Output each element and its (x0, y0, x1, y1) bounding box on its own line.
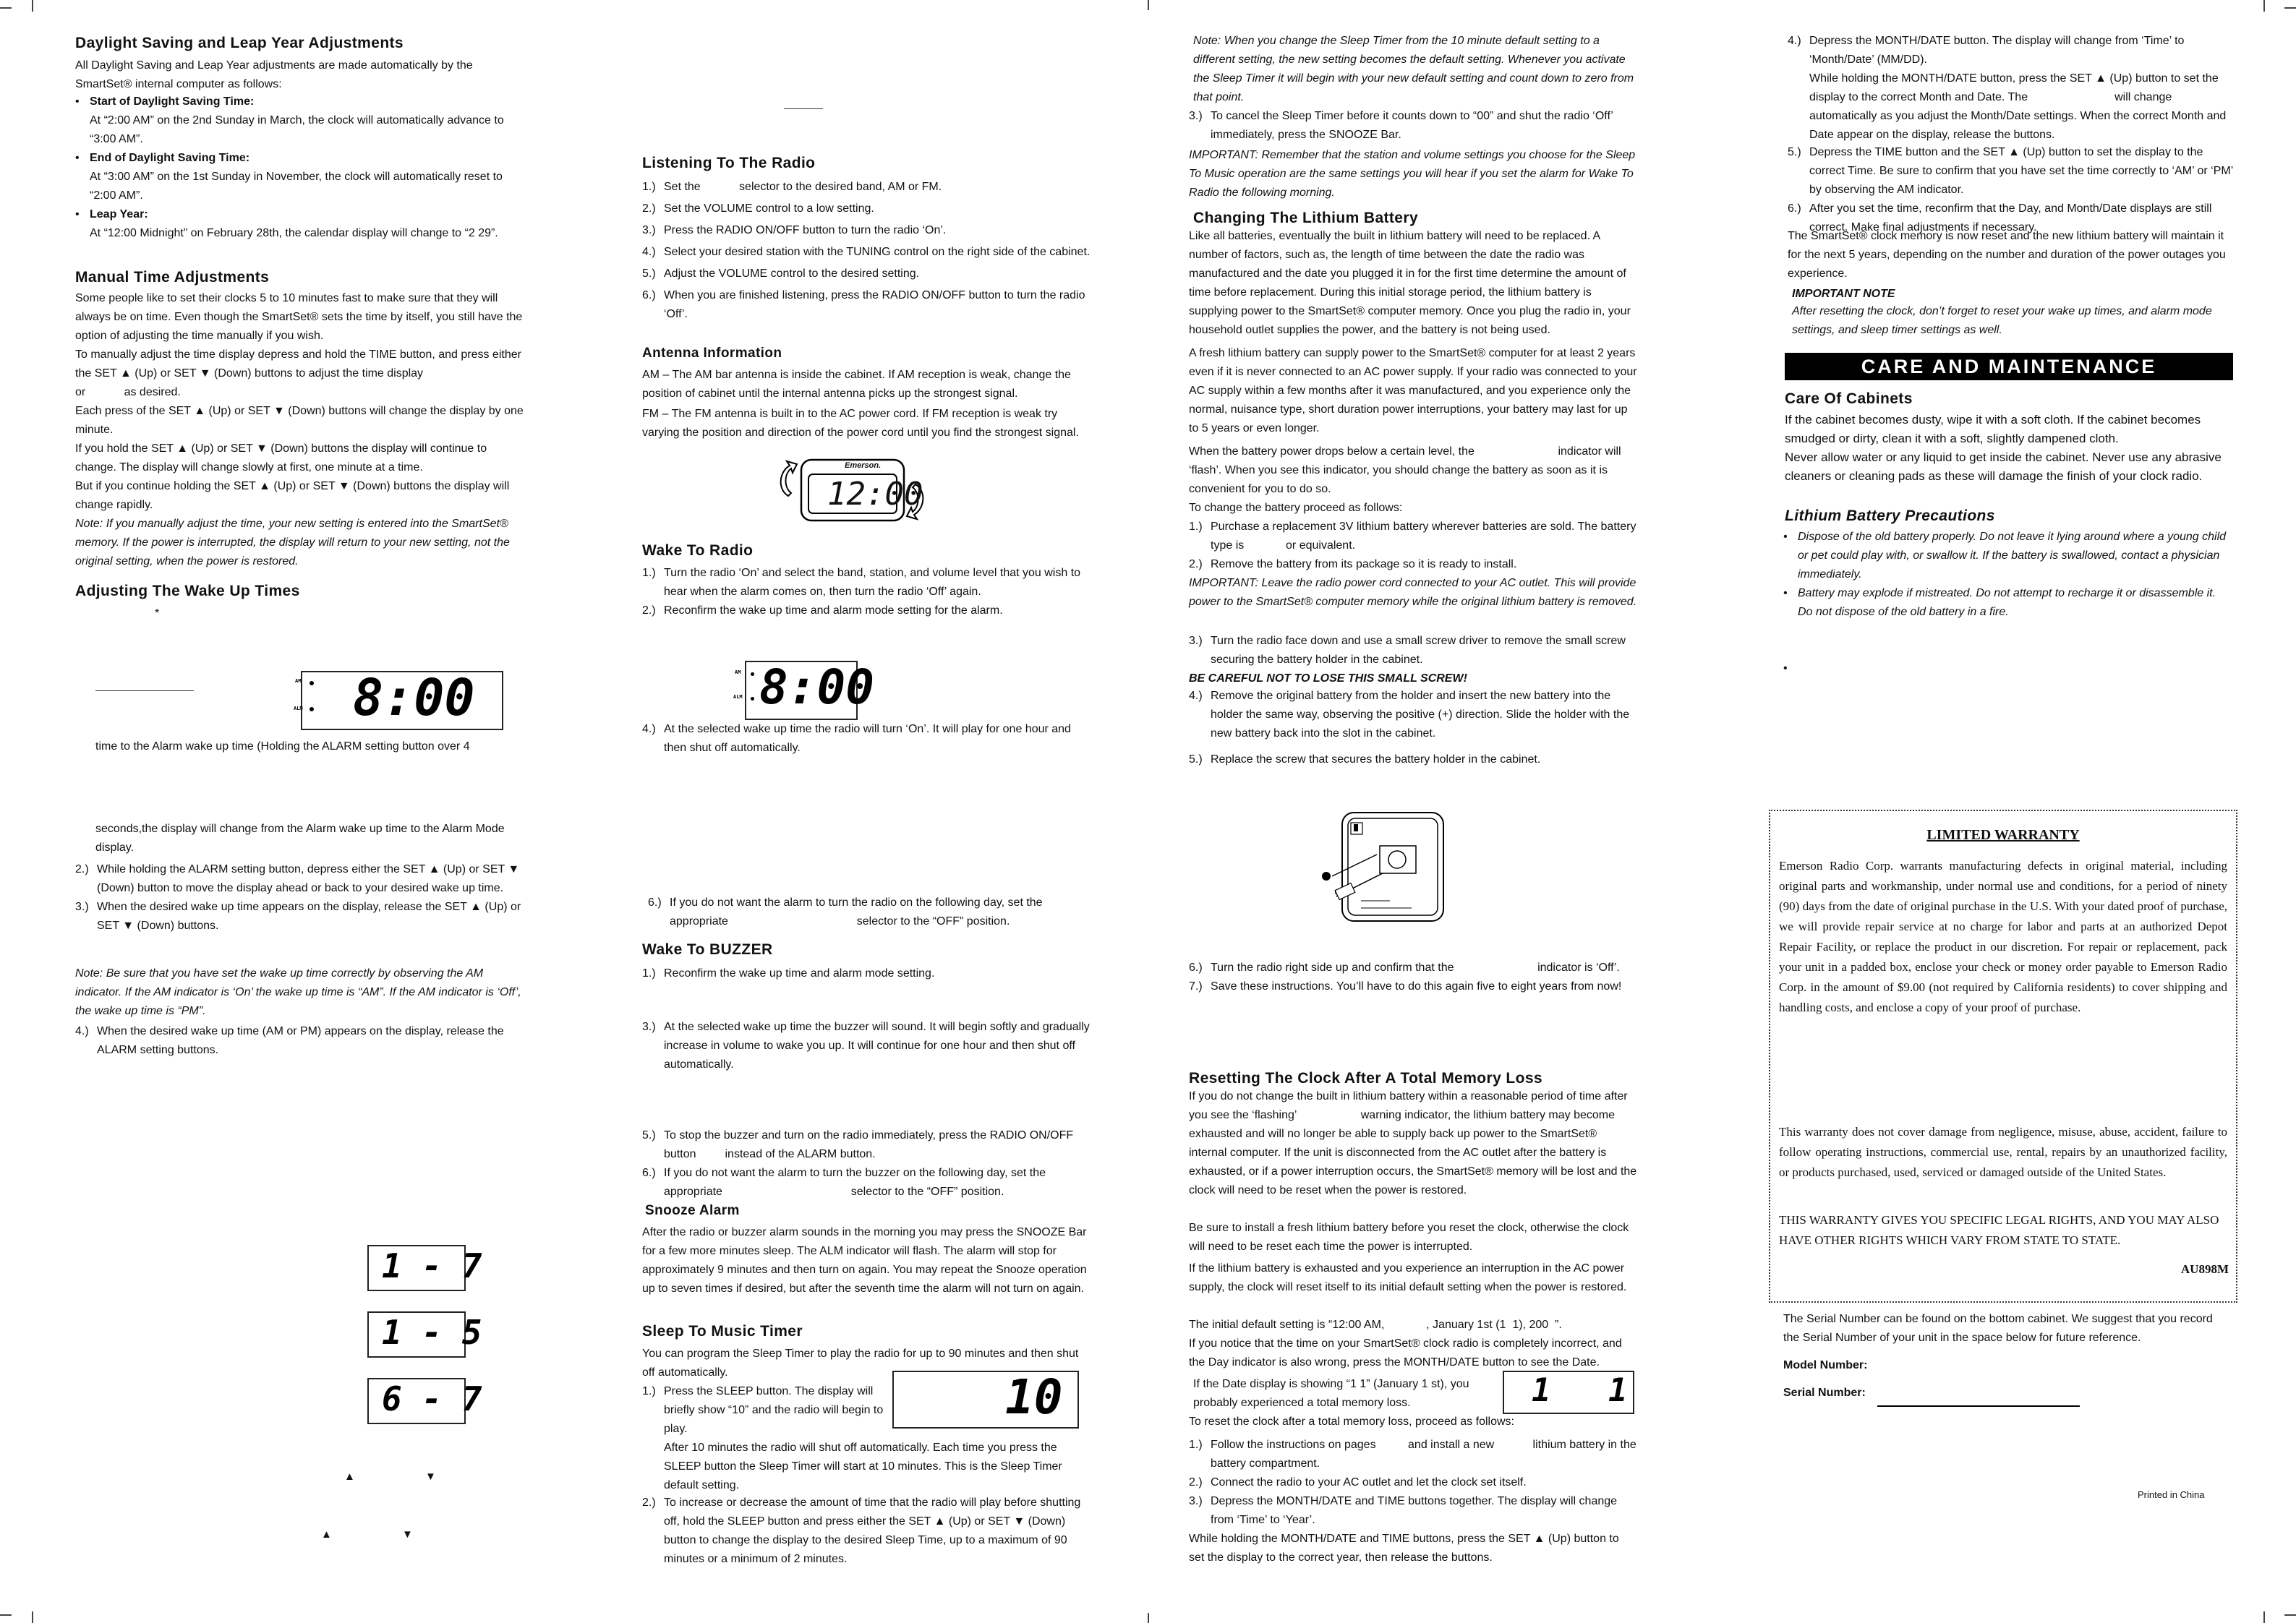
alm-indicator-dot (751, 697, 754, 701)
sleep-steps: 3.) To cancel the Sleep Timer before it counts down to “00” and shut the radio ‘Off’ immediately, press the SNOOZE Bar. (1189, 110, 1613, 141)
paragraph: You can program the Sleep Timer to play the radio for up to 90 minutes and then shut off automatically. (642, 1348, 1079, 1379)
step-text: At the selected wake up time the radio will turn ‘On’. It will play for one hour and then shut off automatically. (664, 723, 1071, 754)
care-banner: CARE AND MAINTENANCE (1785, 353, 2233, 380)
clock-time: 12:00 (827, 476, 923, 513)
step-text: Reconfirm the wake up time and alarm mode setting for the alarm. (664, 604, 1003, 617)
precaution-text: Dispose of the old battery properly. Do not leave it lying around where a young child or pet could play with, or swallow it. If the battery is swallowed, contact a physician immediately. (1798, 531, 2227, 581)
section-title: Wake To BUZZER (642, 941, 773, 958)
paragraph: If the cabinet becomes dusty, wipe it with a soft cloth. If the cabinet becomes smudged or dirty, clean it with a soft, slightly dampened cloth. (1785, 413, 2201, 445)
dst-list: • Start of Daylight Saving Time: At “2:00 AM” on the 2nd Sunday in March, the clock will automatically advance to “3:00 AM”. • End of Daylight Saving Time: At “3:00 AM” on the 1st Sunday in November, the clock will automatically reset to “2:00 AM”. • Leap Year: At “12:00 Midnight” on February 28th, the calendar display will change to “2 29”. (75, 93, 524, 243)
model-number-label: Model Number: (1783, 1359, 1868, 1371)
paragraph: Each press of the SET ▲ (Up) or SET ▼ (Down) buttons will change the display by one minute. (75, 405, 524, 436)
dst-start-label: Start of Daylight Saving Time: (90, 95, 255, 108)
note-title: IMPORTANT NOTE (1792, 288, 1895, 300)
alm-label: ALM (733, 694, 743, 700)
brand-logo: Emerson. (845, 461, 882, 470)
paragraph: If the lithium battery is exhausted and you experience an interruption in the AC power supply, the clock will reset itself to its initial default setting when the power is restored. (1189, 1262, 1627, 1293)
crop-mark (32, 0, 33, 12)
mode-text: 6 - 7 (382, 1379, 482, 1418)
clock-radio-illustration (772, 454, 931, 526)
serial-number-label: Serial Number: (1783, 1387, 1866, 1399)
section-title: Daylight Saving and Leap Year Adjustments (75, 35, 404, 51)
am-label: AM (735, 669, 741, 675)
paragraph: Like all batteries, eventually the built in lithium battery will need to be replaced. A number of factors, such as, the length of time between the date the radio was manufactured and the date you plugged it in for the first time determine the amount of time before replacement. During this initial storage period, the lithium battery is supplying power to the SmartSet® computer memory. Once you plug the radio in, your household outlet supplies the power, and the battery is not being used. (1189, 230, 1631, 336)
paragraph: If you notice that the time on your SmartSet® clock radio is completely incorrect, and the Day indicator is also wrong, press the MONTH/DATE button to see the Date. (1189, 1337, 1622, 1369)
paragraph: Be sure to install a fresh lithium battery before you reset the clock, otherwise the clock will need to be reset each time the power is interrupted. (1189, 1222, 1629, 1253)
down-arrow-icon: ▼ (425, 1470, 436, 1483)
battery-replacement-illustration (1310, 807, 1455, 937)
step-text: Press the SLEEP button. The display will briefly show “10” and the radio will begin to play. (664, 1385, 884, 1435)
down-arrow-icon: ▼ (402, 1528, 413, 1541)
paragraph: To manually adjust the time display depress and hold the TIME button, and press either the SET ▲ (Up) or SET ▼ (Down) buttons to adjust the time display (75, 348, 521, 380)
limited-warranty-box (1769, 810, 2237, 1303)
reset-steps: 5.) Depress the TIME button and the SET ▲ (Up) button to set the display to the correct Time. Be sure to confirm that you have set the time correctly to ‘AM’ or ‘PM’ by observing the AM indicator. 6.) After you set the time, reconfirm that the Day, and Month/Date displays are still correct. Make final adjustments if necessary. (1788, 146, 2233, 234)
note: Note: If you manually adjust the time, your new setting is entered into the SmartSet® memory. If the power is interrupted, the display will return to your new setting, not the original setting, when the power is restored. (75, 518, 510, 568)
wake-radio-steps: 6.) If you do not want the alarm to turn the radio on the following day, set the appropriate selector to the “OFF” position. (648, 896, 1046, 928)
note: After resetting the clock, don’t forget to reset your wake up times, and alarm mode settings, and sleep timer settings as well. (1792, 305, 2212, 336)
sleep-lcd-value: 10 (1005, 1369, 1063, 1425)
paragraph: The SmartSet® clock memory is now reset and the new lithium battery will maintain it for the next 5 years, depending on the number and duration of the power outages you experience. (1788, 230, 2226, 280)
am-label: AM (295, 678, 302, 684)
paragraph: Never allow water or any liquid to get inside the cabinet. Never use any abrasive cleaners or cleaning pads as these will damage the finish of your clock radio. (1785, 450, 2222, 483)
wake-buzzer-steps: 3.) At the selected wake up time the buzzer will sound. It will begin softly and gradually increase in volume to wake you up. It will continue for one hour and then shut off automatically. (642, 1021, 1090, 1071)
column-4 (1779, 0, 2296, 1623)
paragraph: After 10 minutes the radio will shut off automatically. Each time you press the SLEEP button the Sleep Timer will start at 10 minutes. This is the Sleep Timer default setting. (664, 1442, 1062, 1491)
lcd-display (294, 668, 503, 730)
star-mark: * (155, 607, 160, 620)
section-title: Adjusting The Wake Up Times (75, 583, 300, 599)
step-text: If you do not want the alarm to turn the buzzer on the following day, set the appropriate selector to the “OFF” position. (664, 1167, 1049, 1198)
step-text: Purchase a replacement 3V lithium battery wherever batteries are sold. The battery type is or equivalent. (1211, 521, 1639, 552)
step-text: If you do not want the alarm to turn the radio on the following day, set the appropriate selector to the “OFF” position. (670, 896, 1046, 928)
paragraph: Some people like to set their clocks 5 to 10 minutes fast to make sure that they will always be on time. Even though the SmartSet® sets the time by itself, you still have the option of adjusting the time manually if you wish. (75, 292, 523, 342)
date-lcd-value: 1 1 (1532, 1372, 1628, 1409)
paragraph: A fresh lithium battery can supply power to the SmartSet® computer for at least 2 years even if it is never connected to an AC power supply. If your radio was connected to your AC supply within a few months after it was manufactured, and you experience only the normal, nuisance type, short duration power interruptions, your battery may last for up to 5 years or even longer. (1189, 347, 1637, 434)
crop-mark (0, 7, 12, 9)
warranty-title: LIMITED WARRANTY (1926, 827, 2080, 843)
paragraph: FM – The FM antenna is built in to the AC power cord. If FM reception is weak try varying the position and direction of the power cord until you find the strongest signal. (642, 408, 1079, 439)
important-note: IMPORTANT: Remember that the station and volume settings you choose for the Sleep To Music operation are the same settings you will hear if you set the alarm for Wake To Radio the following morning. (1189, 149, 1636, 199)
section-title: Antenna Information (642, 346, 782, 361)
step-text: Set the VOLUME control to a low setting. (664, 202, 874, 215)
warranty-paragraph: THIS WARRANTY GIVES YOU SPECIFIC LEGAL RIGHTS, AND YOU MAY ALSO HAVE OTHER RIGHTS WHICH VARY FROM STATE TO STATE. (1779, 1213, 2219, 1247)
wake-steps: 2.) While holding the ALARM setting button, depress either the SET ▲ (Up) or SET ▼ (Down) button to move the display ahead or back to your desired wake up time. 3.) When the desired wake up time appears on the display, release the SET ▲ (Up) or SET ▼ (Down) buttons. (75, 863, 521, 932)
note: Note: When you change the Sleep Timer from the 10 minute default setting to a different setting, the new setting becomes the default setting. Whenever you activate the Sleep Timer it will begin with your new default setting and count down to zero from that point. (1193, 35, 1634, 103)
step-text: Depress the TIME button and the SET ▲ (Up) button to set the display to the correct Time. Be sure to confirm that you have set the time correctly to ‘AM’ or ‘PM’ by observing the AM indicator. (1809, 146, 2233, 196)
mode-text: 1 - 7 (382, 1246, 482, 1285)
paragraph: After the radio or buzzer alarm sounds in the morning you may press the SNOOZE Bar for a few more minutes sleep. The ALM indicator will flash. The alarm will stop for approximately 9 minutes and then turn on again. You may repeat the Snooze operation up to seven times if desired, but after the seventh time the alarm will not turn on again. (642, 1226, 1087, 1295)
model-code: AU898M (2180, 1262, 2229, 1276)
step-text: Reconfirm the wake up time and alarm mode setting. (664, 967, 935, 980)
crop-mark (32, 1611, 33, 1623)
leap-text: At “12:00 Midnight” on February 28th, the calendar display will change to “2 29”. (90, 227, 498, 239)
paragraph: All Daylight Saving and Leap Year adjustments are made automatically by the SmartSet® internal computer as follows: (75, 59, 473, 90)
sleep-lcd-display (892, 1371, 1079, 1429)
paragraph: The Serial Number can be found on the bottom cabinet. We suggest that you record the Serial Number of your unit in the space below for future reference. (1783, 1313, 2213, 1344)
section-title: Manual Time Adjustments (75, 269, 270, 286)
step-text: To increase or decrease the amount of time that the radio will play before shutting off, hold the SLEEP button and press either the SET ▲ (Up) or SET ▼ (Down) button to change the display to the desired Sleep Time, up to a maximum of 90 minutes or a minimum of 2 minutes. (664, 1496, 1081, 1565)
step-text: When the desired wake up time appears on the display, release the SET ▲ (Up) or SET ▼ (Down) buttons. (97, 901, 521, 932)
step-text: Depress the MONTH/DATE and TIME buttons together. The display will change from ‘Time’ to ‘Year’. (1211, 1495, 1618, 1526)
important-note: IMPORTANT: Leave the radio power cord connected to your AC outlet. This will provide power to the SmartSet® computer memory while the original lithium battery is removed. (1189, 577, 1637, 608)
blank-line (784, 108, 823, 109)
paragraph: time to the Alarm wake up time (Holding the ALARM setting button over 4 (95, 740, 470, 753)
step-text: Follow the instructions on pages and install a new lithium battery in the battery compartment. (1211, 1439, 1640, 1470)
paragraph: seconds,the display will change from the Alarm wake up time to the Alarm Mode display. (95, 823, 505, 854)
warranty-paragraph: Emerson Radio Corp. warrants manufacturing defects in original material, including original parts and workmanship, under normal use and conditions, for a period of ninety (90) days from the date of original purchase in the U.S. With your dated proof of purchase, we will provide repair service at no charge for labor and parts at an authorized Depot Repair Facility, or replace the product in our discretion. For repair or replacement, pack your unit in a padded box, enclose your check or money order payable to Emerson Radio Corp. in the amount of $9.00 (not required by California residents) to cover shipping and handling costs, and enclose a copy of your proof of purchase. (1779, 859, 2227, 1014)
sleep-steps: 1.) Press the SLEEP button. The display will briefly show “10” and the radio will begin to play. (642, 1385, 884, 1435)
note: Note: Be sure that you have set the wake up time correctly by observing the AM indicator. If the AM indicator is ‘On’ the wake up time is “AM”. If the AM indicator is ‘Off’, the wake up time is “PM”. (75, 967, 521, 1017)
column-3 (1189, 0, 1724, 1623)
lcd-time: 8:00 (759, 659, 874, 715)
precaution-text: Battery may explode if mistreated. Do not attempt to recharge it or disassemble it. Do not dispose of the old battery in a fire. (1798, 587, 2216, 618)
step-text: Replace the screw that secures the battery holder in the cabinet. (1211, 753, 1541, 766)
step-text: Adjust the VOLUME control to the desired setting. (664, 267, 920, 280)
wake-radio-steps: 4.) At the selected wake up time the radio will turn ‘On’. It will play for one hour and then shut off automatically. (642, 723, 1071, 754)
section-title: Changing The Lithium Battery (1193, 210, 1419, 226)
warning: BE CAREFUL NOT TO LOSE THIS SMALL SCREW! (1189, 672, 1467, 685)
dst-end-label: End of Daylight Saving Time: (90, 152, 250, 164)
section-title: Care Of Cabinets (1785, 390, 1913, 407)
serial-number-field[interactable] (1877, 1405, 2080, 1407)
up-arrow-icon: ▲ (344, 1470, 355, 1483)
alm-label: ALM (294, 706, 303, 711)
paragraph: While holding the MONTH/DATE button, press the SET ▲ (Up) button to set the display to the correct Month and Date. The will change automatically as you adjust the Month/Date settings. When the correct Month and Date appear on the display, release the buttons. (1809, 72, 2229, 141)
up-arrow-icon: ▲ (321, 1528, 332, 1541)
paragraph: To reset the clock after a total memory loss, proceed as follows: (1189, 1416, 1514, 1428)
column-1 (75, 0, 610, 1623)
lcd-time: 8:00 (353, 668, 475, 727)
paragraph: If you hold the SET ▲ (Up) or SET ▼ (Down) buttons the display will continue to change. The display will change slowly at first, one minute at a time. (75, 442, 487, 474)
step-text: Depress the MONTH/DATE button. The display will change from ‘Time’ to ‘Month/Date’ (MM/DD). (1809, 35, 2185, 66)
paragraph: While holding the MONTH/DATE and TIME buttons, press the SET ▲ (Up) button to set the display to the correct year, then release the buttons. (1189, 1533, 1619, 1564)
mode-display-weekdays (367, 1311, 482, 1358)
column-2 (642, 0, 1177, 1623)
step-text: When you are finished listening, press the RADIO ON/OFF button to turn the radio ‘Off’. (664, 289, 1085, 320)
section-title: Snooze Alarm (645, 1203, 740, 1218)
battery-steps: 3.) Turn the radio face down and use a small screw driver to remove the small screw securing the battery holder in the cabinet. (1189, 635, 1626, 666)
wake-radio-steps: 1.) Turn the radio ‘On’ and select the band, station, and volume level that you wish to hear when the alarm comes on, then turn the radio ‘Off’ again. 2.) Reconfirm the wake up time and alarm mode setting for the alarm. (642, 567, 1081, 617)
step-text: At the selected wake up time the buzzer will sound. It will begin softly and gradually increase in volume to wake you up. It will continue for one hour and then shut off automatically. (664, 1021, 1090, 1071)
step-text: To stop the buzzer and turn on the radio immediately, press the RADIO ON/OFF button instead of the ALARM button. (664, 1129, 1077, 1160)
paragraph: But if you continue holding the SET ▲ (Up) or SET ▼ (Down) buttons the display will change rapidly. (75, 480, 510, 511)
dst-end-text: At “3:00 AM” on the 1st Sunday in November, the clock will automatically reset to “2:00 AM”. (90, 171, 503, 202)
printed-in: Printed in China (2138, 1489, 2205, 1500)
section-title: Lithium Battery Precautions (1785, 508, 1995, 524)
step-text: Press the RADIO ON/OFF button to turn the radio ‘On’. (664, 224, 947, 236)
mode-text: 1 - 5 (382, 1313, 482, 1352)
step-text: Turn the radio ‘On’ and select the band, station, and volume level that you wish to hear when the alarm comes on, then turn the radio ‘Off’ again. (664, 567, 1081, 598)
step-text: Remove the original battery from the holder and insert the new battery into the holder the same way, observing the positive (+) direction. Slide the holder with the new battery back into the slot in the cabinet. (1211, 690, 1630, 740)
step-text: Connect the radio to your AC outlet and let the clock set itself. (1211, 1476, 1527, 1489)
step-text: After you set the time, reconfirm that the Day, and Month/Date displays are still correct. Make final adjustments if necessary. (1809, 202, 2212, 234)
mode-display-weekdays-all (367, 1245, 482, 1291)
paragraph: When the battery power drops below a certain level, the indicator will ‘flash’. When you see this indicator, you should change the battery as soon as it is convenient for you to do so. (1189, 445, 1625, 495)
battery-steps: 4.) Remove the original battery from the holder and insert the new battery into the holder the same way, observing the positive (+) direction. Slide the holder with the new battery back into the slot in the cabinet. 5.) Replace the screw that secures the battery holder in the cabinet. (1189, 690, 1630, 766)
alm-indicator-dot (310, 707, 314, 711)
wake-buzzer-steps: 5.) To stop the buzzer and turn on the radio immediately, press the RADIO ON/OFF button instead of the ALARM button. 6.) If you do not want the alarm to turn the buzzer on the following day, set the appropriate selector to the “OFF” position. (642, 1129, 1077, 1198)
step-text: Save these instructions. You’ll have to do this again five to eight years from now! (1211, 980, 1622, 993)
section-title: Sleep To Music Timer (642, 1323, 803, 1340)
step-text: Turn the radio face down and use a small screw driver to remove the small screw securing the battery holder in the cabinet. (1211, 635, 1626, 666)
mode-display-weekend (367, 1378, 482, 1424)
step-text: Set the selector to the desired band, AM or FM. (664, 181, 942, 193)
paragraph: AM – The AM bar antenna is inside the cabinet. If AM reception is weak, change the position of cabinet until the internal antenna picks up the strongest signal. (642, 369, 1071, 400)
battery-steps: 1.) Purchase a replacement 3V lithium battery wherever batteries are sold. The battery type is or equivalent. 2.) Remove the battery from its package so it is ready to install. (1189, 521, 1639, 570)
step-text: When the desired wake up time (AM or PM) appears on the display, release the ALARM setting buttons. (97, 1025, 504, 1056)
leap-label: Leap Year: (90, 208, 148, 220)
step-text: Turn the radio right side up and confirm that the indicator is ‘Off’. (1211, 962, 1620, 974)
paragraph: If the Date display is showing “1 1” (January 1 st), you probably experienced a total memory loss. (1193, 1378, 1469, 1409)
paragraph: If you do not change the built in lithium battery within a reasonable period of time after you see the ‘flashing’ warning indicator, the lithium battery may become exhausted and will no longer be able to supply back up power to the SmartSet® internal computer. If the unit is disconnected from the AC outlet after the battery is exhausted, or if a power interruption occurs, the SmartSet® memory will be lost and the clock will need to be reset when the power is restored. (1189, 1090, 1640, 1196)
am-indicator-dot (310, 681, 314, 685)
section-title: Resetting The Clock After A Total Memory Loss (1189, 1070, 1543, 1087)
step-text: To cancel the Sleep Timer before it counts down to “00” and shut the radio ‘Off’ immediately, press the SNOOZE Bar. (1211, 110, 1613, 141)
reset-steps: 1.) Follow the instructions on pages and install a new lithium battery in the battery compartment. 2.) Connect the radio to your AC outlet and let the clock set itself. 3.) Depress the MONTH/DATE and TIME buttons together. The display will change from ‘Time’ to ‘Year’. (1189, 1439, 1640, 1526)
step-text: Select your desired station with the TUNING control on the right side of the cabinet. (664, 246, 1091, 258)
am-indicator-dot (751, 672, 754, 676)
sleep-steps: 2.) To increase or decrease the amount of time that the radio will play before shutting off, hold the SLEEP button and press either the SET ▲ (Up) or SET ▼ (Down) button to change the display to the desired Sleep Time, up to a maximum of 90 minutes or a minimum of 2 minutes. (642, 1496, 1081, 1565)
crop-mark (0, 1614, 12, 1616)
bullet-mark: • (1783, 662, 1788, 675)
wake-steps: 4.) When the desired wake up time (AM or PM) appears on the display, release the ALARM setting buttons. (75, 1025, 504, 1056)
section-title: Listening To The Radio (642, 155, 816, 171)
reset-steps: 4.) Depress the MONTH/DATE button. The display will change from ‘Time’ to ‘Month/Date’ (MM/DD). (1788, 35, 2185, 66)
wake-buzzer-steps: 1.) Reconfirm the wake up time and alarm mode setting. (642, 967, 935, 980)
date-lcd-display (1503, 1371, 1634, 1414)
step-text: While holding the ALARM setting button, depress either the SET ▲ (Up) or SET ▼ (Down) button to move the display ahead or back to your desired wake up time. (97, 863, 520, 894)
paragraph: or as desired. (75, 386, 181, 398)
section-title: Wake To Radio (642, 542, 754, 559)
lithium-precautions: • Dispose of the old battery properly. Do not leave it lying around where a young child or pet could play with, or swallow it. If the battery is swallowed, contact a physician immediately. • Battery may explode if mistreated. Do not attempt to recharge it or disassemble it. Do not dispose of the old battery in a fire. (1783, 531, 2227, 618)
step-text: Remove the battery from its package so it is ready to install. (1211, 558, 1517, 570)
paragraph: The initial default setting is “12:00 AM, , January 1st (1 1), 200 ”. (1189, 1319, 1562, 1331)
warranty-paragraph: This warranty does not cover damage from negligence, misuse, abuse, accident, failure to follow operating instructions, commercial use, rental, repairs by an unauthorized facility, or products purchased, used, serviced or damaged outside of the United States. (1779, 1125, 2227, 1179)
paragraph: To change the battery proceed as follows: (1189, 502, 1403, 514)
battery-steps: 6.) Turn the radio right side up and confirm that the indicator is ‘Off’. 7.) Save these instructions. You’ll have to do this again five to eight years from now! (1189, 962, 1622, 993)
lcd-display (733, 659, 874, 720)
dst-start-text: At “2:00 AM” on the 2nd Sunday in March, the clock will automatically advance to “3:00 AM”. (90, 114, 504, 145)
listen-steps: 1.) Set the selector to the desired band, AM or FM. 2.) Set the VOLUME control to a low setting. 3.) Press the RADIO ON/OFF button to turn the radio ‘On’. 4.) Select your desired station with the TUNING control on the right side of the cabinet. 5.) Adjust the VOLUME control to the desired setting. 6.) When you are finished listening, press the RADIO ON/OFF button to turn the radio ‘Off’. (642, 181, 1091, 320)
blank-line (95, 690, 194, 691)
